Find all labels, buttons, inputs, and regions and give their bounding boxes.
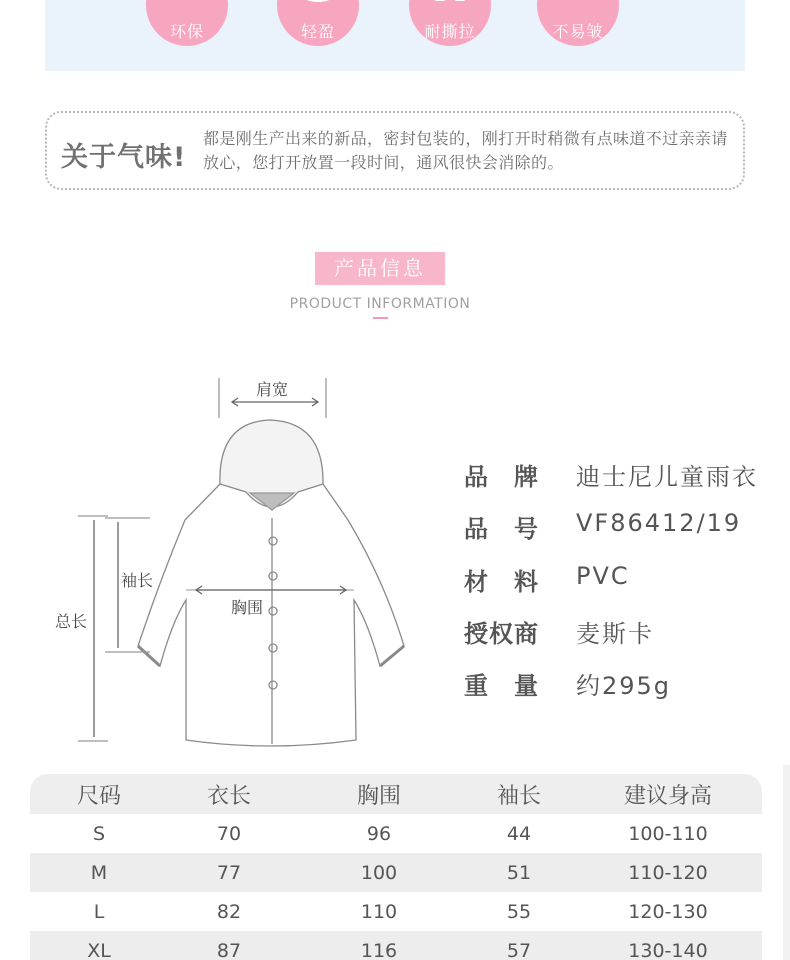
size-table [30,774,762,960]
table-cell: XL [87,939,111,960]
smell-title: 关于气味! [61,142,187,173]
table-cell: 87 [216,939,242,960]
table-cell: L [93,900,105,923]
feature-label: 耐撕拉 [424,22,476,41]
spec-value: 迪士尼儿童雨衣 [576,463,758,491]
table-cell: 57 [506,939,532,960]
table-cell: 77 [216,861,242,884]
spec-key: 品 号 [464,515,539,543]
smell-notice [45,111,745,190]
page-edge-bar [783,765,790,960]
feather-icon [299,0,337,4]
table-cell: S [92,822,106,845]
table-row [30,892,762,931]
table-row [30,931,762,960]
shoulder-label: 肩宽 [256,380,289,399]
spec-value: 约295g [576,672,672,700]
feature-eco [146,0,228,46]
table-cell: 110-120 [628,861,708,884]
spec-value: PVC [576,562,630,590]
spec-key: 重 量 [464,672,539,700]
table-cell: 55 [506,900,532,923]
spec-key: 授权商 [464,620,539,648]
spec-key: 品 牌 [464,463,539,491]
table-cell: 44 [506,822,532,845]
feature-label: 不易皱 [552,22,604,41]
table-cell: 96 [366,822,392,845]
table-cell: 82 [216,900,242,923]
sleeve-label: 袖长 [121,571,154,590]
table-header-cell: 建议身高 [623,783,712,809]
table-cell: 100-110 [628,822,708,845]
raincoat-diagram [0,360,440,760]
spec-value: VF86412/19 [576,509,742,537]
feature-label: 环保 [169,22,204,41]
table-header-cell: 胸围 [356,783,401,809]
table-cell: M [90,861,108,884]
spec-key: 材 料 [464,568,539,596]
table-cell: 70 [216,822,242,845]
chest-label: 胸围 [231,598,264,617]
product-info-title: 产品信息 [315,252,445,285]
table-cell: 116 [360,939,398,960]
hanger-icon [559,0,597,4]
leaf-icon [168,0,206,4]
table-cell: 130-140 [628,939,708,960]
product-info-subtitle: PRODUCT INFORMATION [289,296,471,312]
hands-icon [431,0,469,4]
smell-text: 都是刚生产出来的新品，密封包装的，刚打开时稍微有点味道不过亲亲请放心，您打开放置一段时间，通风很快会消除的。 [203,129,728,172]
table-cell: 51 [506,861,532,884]
table-row [30,853,762,892]
length-label: 总长 [55,612,88,631]
feature-light [277,0,359,46]
table-cell: 100 [360,861,398,884]
table-row [30,814,762,853]
table-cell: 110 [360,900,398,923]
title-divider [373,317,388,319]
table-header-cell: 袖长 [496,783,541,809]
table-header-row [30,774,762,814]
raincoat-outline-icon [0,360,440,760]
table-header-cell: 衣长 [206,783,251,809]
feature-tear-resistant [409,0,491,46]
feature-strip [45,0,745,71]
table-cell: 120-130 [628,900,708,923]
table-header-cell: 尺码 [76,783,121,809]
feature-wrinkle-free [537,0,619,46]
feature-label: 轻盈 [300,22,335,41]
spec-value: 麦斯卡 [576,620,654,648]
